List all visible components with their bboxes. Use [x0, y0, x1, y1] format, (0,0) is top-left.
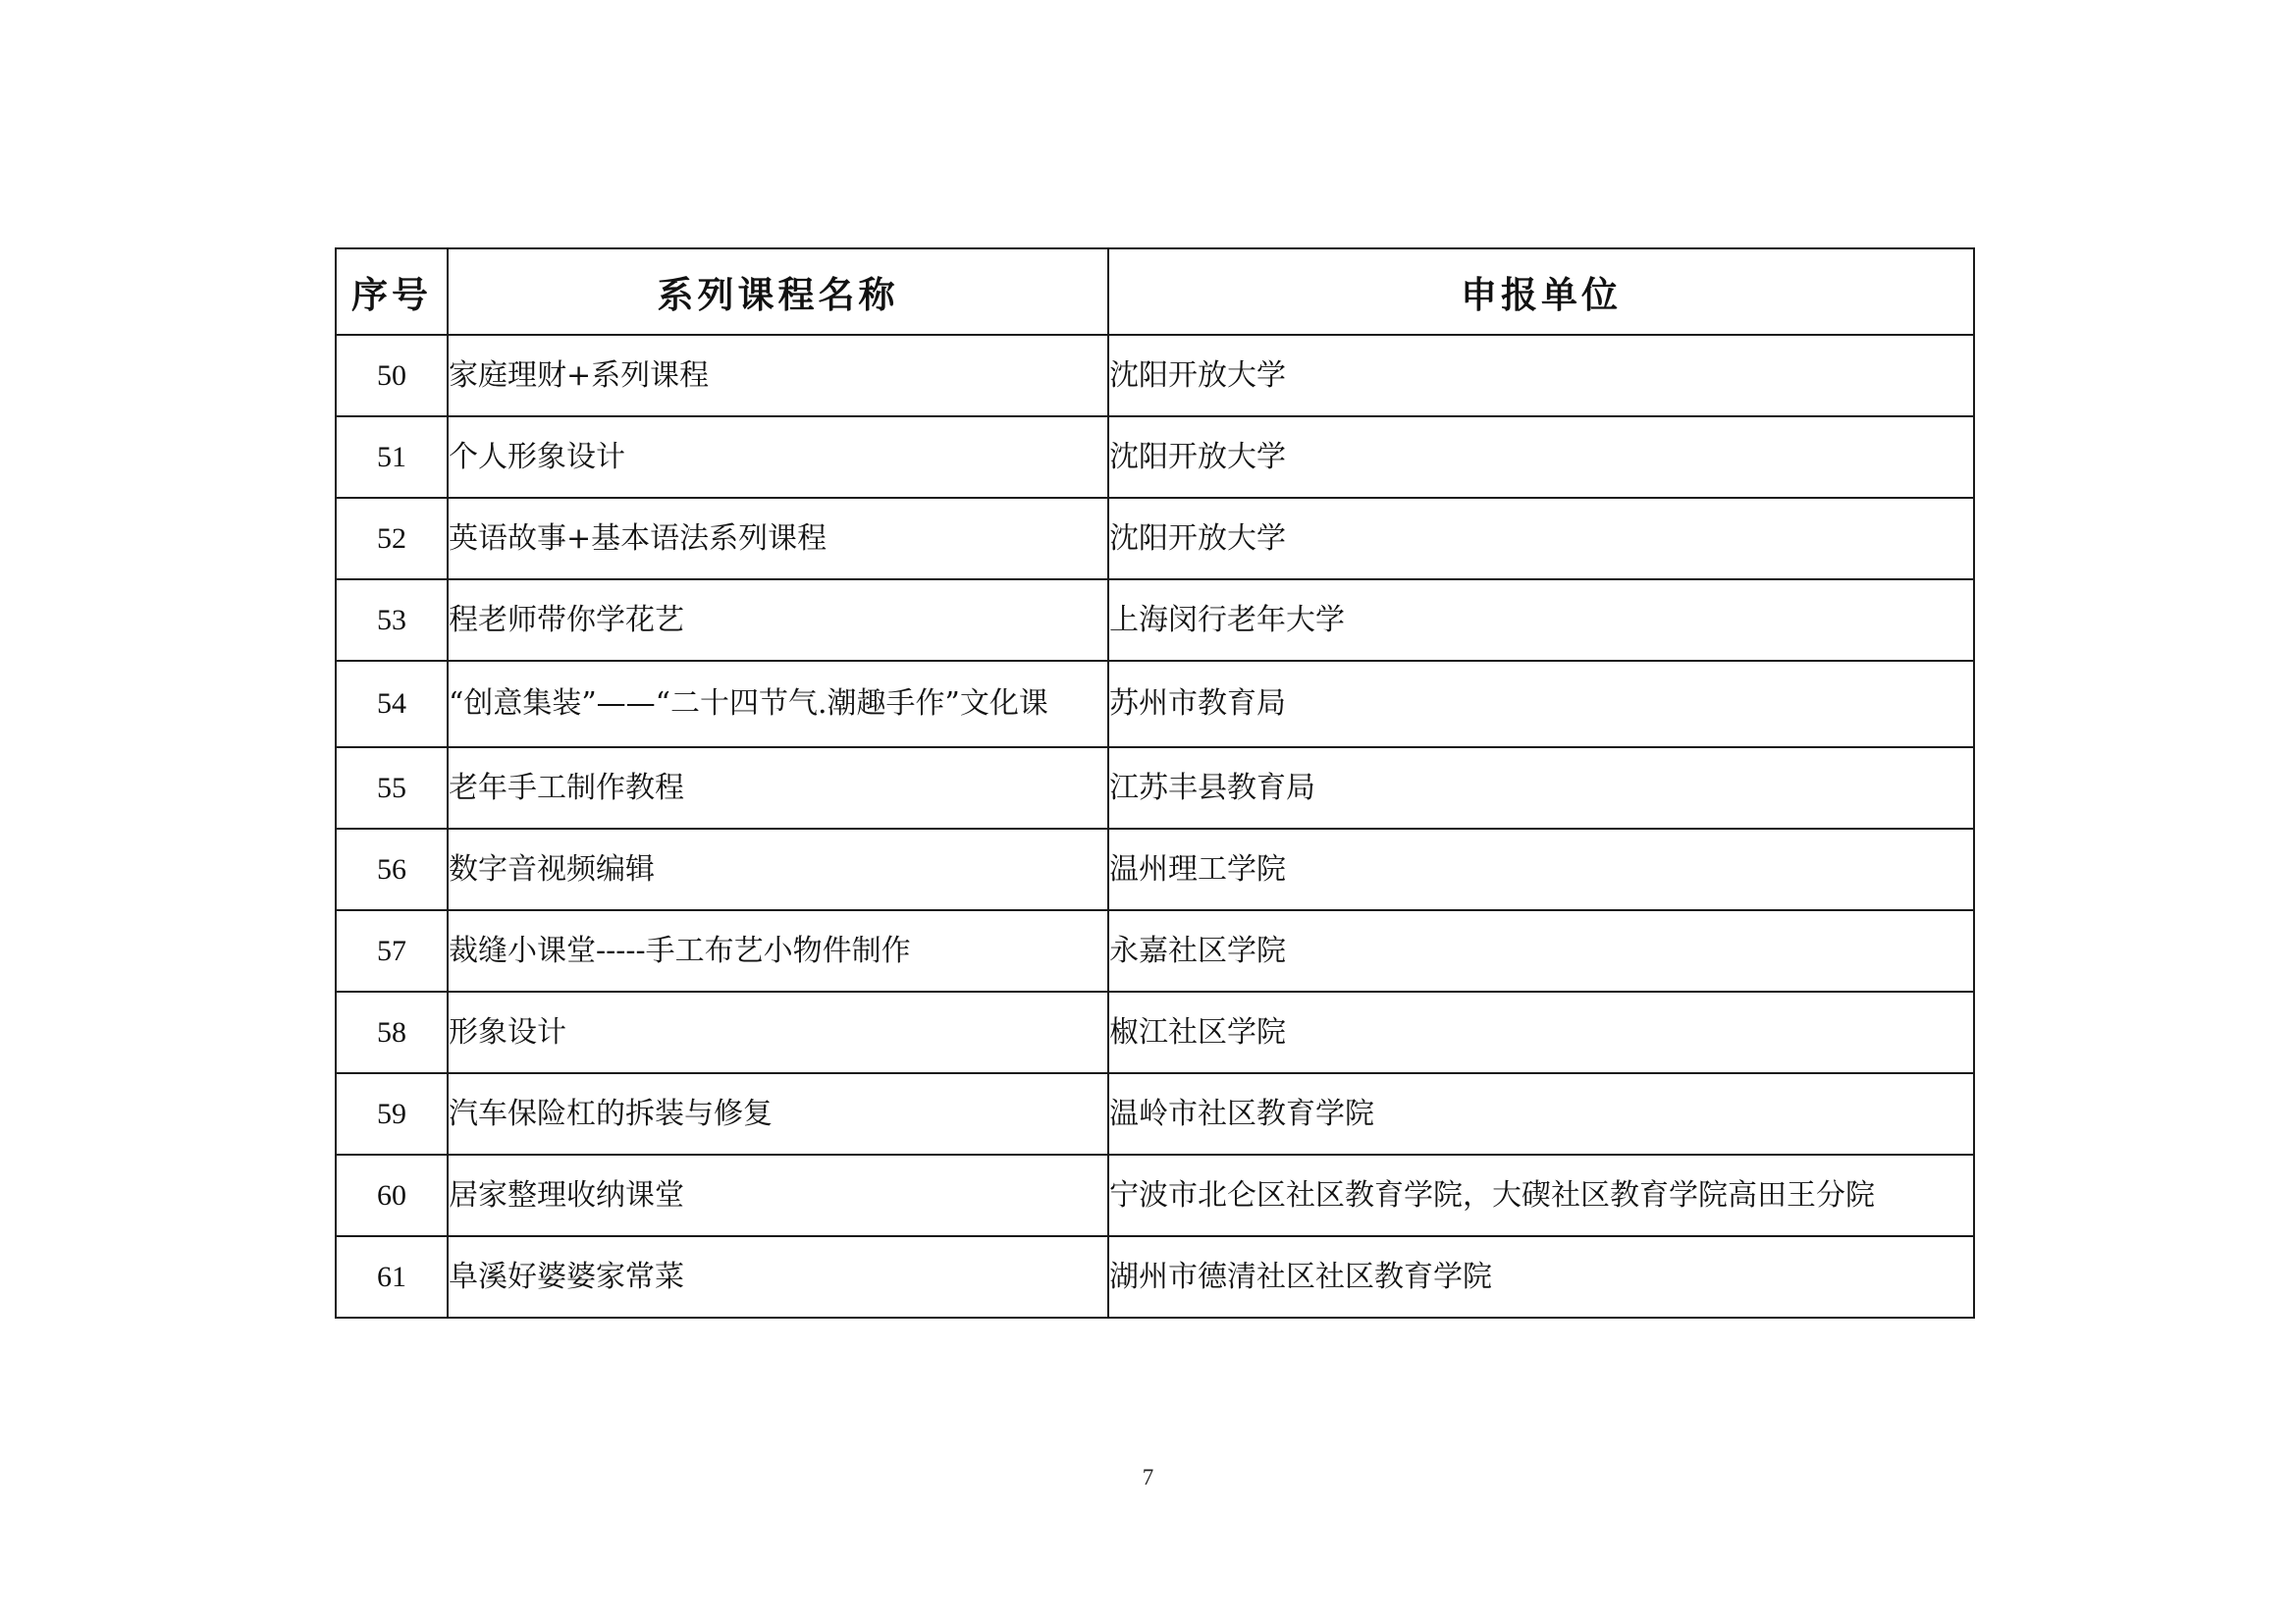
row-index: 55	[336, 747, 448, 829]
row-applicant-unit: 沈阳开放大学	[1108, 498, 1974, 579]
row-applicant-unit: 宁波市北仑区社区教育学院，大碶社区教育学院高田王分院	[1108, 1155, 1974, 1236]
row-course-name: 阜溪好婆婆家常菜	[448, 1236, 1108, 1318]
row-course-name: 老年手工制作教程	[448, 747, 1108, 829]
row-course-name: 数字音视频编辑	[448, 829, 1108, 910]
row-applicant-unit: 江苏丰县教育局	[1108, 747, 1974, 829]
row-index: 60	[336, 1155, 448, 1236]
row-course-name: 家庭理财+系列课程	[448, 335, 1108, 416]
row-course-name: 居家整理收纳课堂	[448, 1155, 1108, 1236]
table-row	[336, 829, 1974, 910]
row-applicant-unit: 温州理工学院	[1108, 829, 1974, 910]
row-applicant-unit: 上海闵行老年大学	[1108, 579, 1974, 661]
row-index: 52	[336, 498, 448, 579]
header-course-name: 系列课程名称	[448, 248, 1108, 335]
row-course-name: 程老师带你学花艺	[448, 579, 1108, 661]
row-index: 54	[336, 661, 448, 747]
table-row	[336, 416, 1974, 498]
table-row	[336, 992, 1974, 1073]
table-row	[336, 498, 1974, 579]
table-header-row	[336, 248, 1974, 335]
table-row	[336, 910, 1974, 992]
table-row	[336, 1155, 1974, 1236]
row-index: 50	[336, 335, 448, 416]
row-applicant-unit: 永嘉社区学院	[1108, 910, 1974, 992]
table-row	[336, 661, 1974, 747]
table-row	[336, 579, 1974, 661]
row-course-name: 裁缝小课堂-----手工布艺小物件制作	[448, 910, 1108, 992]
row-course-name: 英语故事+基本语法系列课程	[448, 498, 1108, 579]
row-course-name: “创意集装”——“二十四节气.潮趣手作”文化课	[448, 661, 1108, 747]
table-row	[336, 335, 1974, 416]
page-number: 7	[1142, 1465, 1154, 1489]
header-applicant-unit: 申报单位	[1108, 248, 1974, 335]
row-index: 59	[336, 1073, 448, 1155]
row-index: 61	[336, 1236, 448, 1318]
row-course-name: 形象设计	[448, 992, 1108, 1073]
row-index: 53	[336, 579, 448, 661]
table-row	[336, 1073, 1974, 1155]
row-course-name: 汽车保险杠的拆装与修复	[448, 1073, 1108, 1155]
course-table	[335, 247, 1975, 1319]
row-applicant-unit: 苏州市教育局	[1108, 661, 1974, 747]
row-index: 57	[336, 910, 448, 992]
table-row	[336, 1236, 1974, 1318]
row-applicant-unit: 沈阳开放大学	[1108, 335, 1974, 416]
header-index: 序号	[336, 248, 448, 335]
row-index: 58	[336, 992, 448, 1073]
table-row	[336, 747, 1974, 829]
row-applicant-unit: 椒江社区学院	[1108, 992, 1974, 1073]
row-course-name: 个人形象设计	[448, 416, 1108, 498]
row-index: 51	[336, 416, 448, 498]
row-applicant-unit: 沈阳开放大学	[1108, 416, 1974, 498]
row-index: 56	[336, 829, 448, 910]
row-applicant-unit: 温岭市社区教育学院	[1108, 1073, 1974, 1155]
row-applicant-unit: 湖州市德清社区社区教育学院	[1108, 1236, 1974, 1318]
